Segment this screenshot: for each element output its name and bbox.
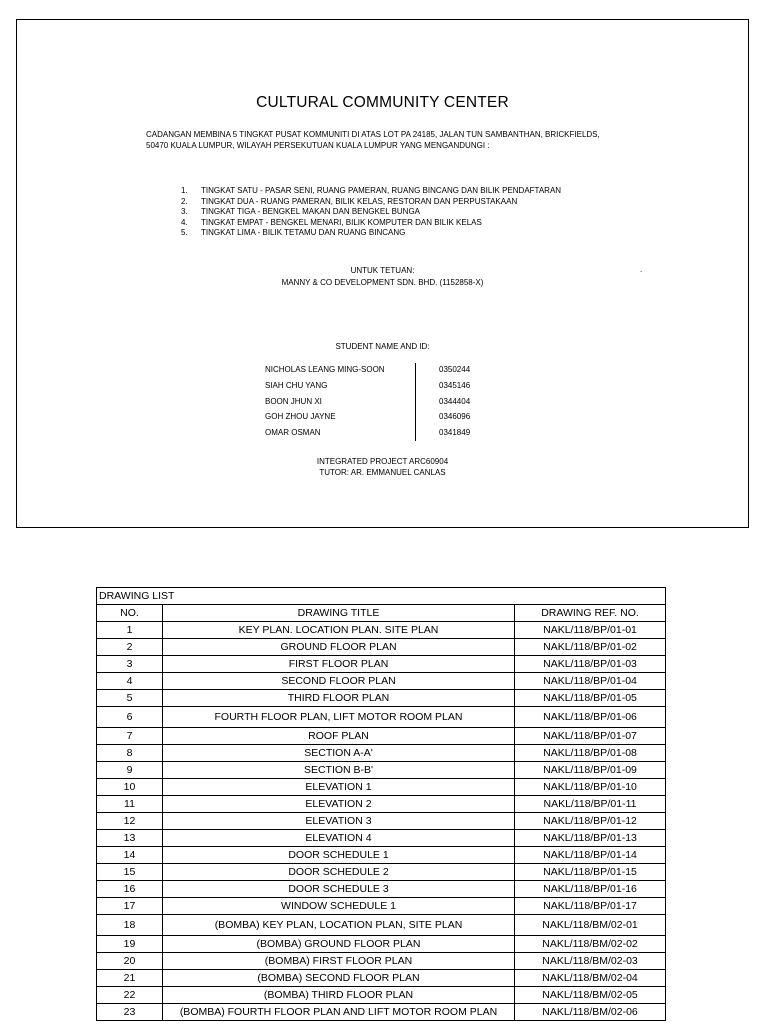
table-row xyxy=(97,656,666,673)
drawing-list-table xyxy=(96,587,666,1021)
table-row xyxy=(97,622,666,639)
table-row xyxy=(97,881,666,898)
table-row xyxy=(97,847,666,864)
cell-ref: NAKL/118/BP/01-15 xyxy=(515,864,666,881)
client-block xyxy=(17,265,748,289)
cell-no: 16 xyxy=(97,881,163,898)
table-row xyxy=(97,690,666,707)
cell-no: 23 xyxy=(97,1004,163,1021)
list-item: 2. TINGKAT DUA - RUANG PAMERAN, BILIK KELAS, RESTORAN DAN PERPUSTAKAAN xyxy=(181,196,518,206)
client-name: MANNY & CO DEVELOPMENT SDN. BHD. (1152858-X) xyxy=(281,278,484,287)
cell-no: 13 xyxy=(97,830,163,847)
stray-dot: . xyxy=(640,265,643,274)
student-name: NICHOLAS LEANG MING-SOON xyxy=(265,365,385,374)
student-name: BOON JHUN XI xyxy=(265,396,322,406)
cell-no: 5 xyxy=(97,690,163,707)
cell-title: DOOR SCHEDULE 3 xyxy=(163,881,515,898)
cell-title: ELEVATION 1 xyxy=(163,779,515,796)
cell-ref: NAKL/118/BP/01-10 xyxy=(515,779,666,796)
cell-no: 3 xyxy=(97,656,163,673)
cell-ref: NAKL/118/BP/01-04 xyxy=(515,673,666,690)
table-header-row xyxy=(97,605,666,622)
table-row xyxy=(97,864,666,881)
column-header-ref: DRAWING REF. NO. xyxy=(515,605,666,622)
cell-title: ELEVATION 3 xyxy=(163,813,515,830)
cell-title: (BOMBA) FOURTH FLOOR PLAN AND LIFT MOTOR ROOM PLAN xyxy=(163,1004,515,1021)
cell-no: 8 xyxy=(97,745,163,762)
table-row xyxy=(97,915,666,936)
list-item: 1. TINGKAT SATU - PASAR SENI, RUANG PAMERAN, RUANG BINCANG DAN BILIK PENDAFTARAN xyxy=(181,186,562,195)
list-item: 4. TINGKAT EMPAT - BENGKEL MENARI, BILIK KOMPUTER DAN BILIK KELAS xyxy=(181,217,482,227)
cell-ref: NAKL/118/BP/01-17 xyxy=(515,898,666,915)
cell-no: 21 xyxy=(97,970,163,987)
cell-title: DOOR SCHEDULE 2 xyxy=(163,864,515,881)
cell-no: 7 xyxy=(97,728,163,745)
cell-ref: NAKL/118/BM/02-05 xyxy=(515,987,666,1004)
table-row xyxy=(97,953,666,970)
cell-title: (BOMBA) FIRST FLOOR PLAN xyxy=(163,953,515,970)
cell-ref: NAKL/118/BP/01-03 xyxy=(515,656,666,673)
cell-no: 9 xyxy=(97,762,163,779)
cell-title: ROOF PLAN xyxy=(163,728,515,745)
proposal-description: CADANGAN MEMBINA 5 TINGKAT PUSAT KOMMUNITI DI ATAS LOT PA 24185, JALAN TUN SAMBANTHAN, BRICKFIELDS, 50470 KUALA LUMPUR, WILAYAH PERSEKUTUAN KUALA LUMPUR YANG MENGANDUNGI : xyxy=(146,130,600,150)
cell-no: 1 xyxy=(97,622,163,639)
table-row xyxy=(97,728,666,745)
cell-ref: NAKL/118/BM/02-04 xyxy=(515,970,666,987)
cell-title: (BOMBA) KEY PLAN, LOCATION PLAN, SITE PLAN xyxy=(163,915,515,936)
list-item: 5. TINGKAT LIMA - BILIK TETAMU DAN RUANG BINCANG xyxy=(181,228,406,237)
cell-ref: NAKL/118/BP/01-16 xyxy=(515,881,666,898)
divider xyxy=(415,363,416,441)
cell-ref: NAKL/118/BM/02-01 xyxy=(515,915,666,936)
table-row xyxy=(97,673,666,690)
student-name: GOH ZHOU JAYNE xyxy=(265,412,336,422)
cell-title: ELEVATION 2 xyxy=(163,796,515,813)
cell-no: 19 xyxy=(97,936,163,953)
cell-ref: NAKL/118/BP/01-07 xyxy=(515,728,666,745)
cell-no: 15 xyxy=(97,864,163,881)
cell-ref: NAKL/118/BM/02-06 xyxy=(515,1004,666,1021)
cell-title: FOURTH FLOOR PLAN, LIFT MOTOR ROOM PLAN xyxy=(163,707,515,728)
cell-ref: NAKL/118/BP/01-02 xyxy=(515,639,666,656)
list-item: 3. TINGKAT TIGA - BENGKEL MAKAN DAN BENGKEL BUNGA xyxy=(181,207,421,216)
project-code: INTEGRATED PROJECT ARC60904 xyxy=(316,457,449,466)
cell-title: FIRST FLOOR PLAN xyxy=(163,656,515,673)
cell-no: 18 xyxy=(97,915,163,936)
cell-ref: NAKL/118/BP/01-12 xyxy=(515,813,666,830)
cell-ref: NAKL/118/BM/02-02 xyxy=(515,936,666,953)
table-row xyxy=(97,936,666,953)
cell-title: SECTION A-A' xyxy=(163,745,515,762)
cell-title: (BOMBA) SECOND FLOOR PLAN xyxy=(163,970,515,987)
cell-no: 4 xyxy=(97,673,163,690)
cell-no: 14 xyxy=(97,847,163,864)
table-row xyxy=(97,639,666,656)
cell-title: WINDOW SCHEDULE 1 xyxy=(163,898,515,915)
cell-title: SECTION B-B' xyxy=(163,762,515,779)
students-heading: STUDENT NAME AND ID: xyxy=(335,342,430,351)
floor-programme-list xyxy=(181,186,561,239)
course-info xyxy=(17,456,748,478)
student-id: 0345146 xyxy=(439,380,471,390)
cell-ref: NAKL/118/BP/01-06 xyxy=(515,707,666,728)
table-row xyxy=(97,898,666,915)
client-label: UNTUK TETUAN: xyxy=(350,266,415,275)
table-row xyxy=(97,987,666,1004)
cell-title: (BOMBA) GROUND FLOOR PLAN xyxy=(163,936,515,953)
table-row xyxy=(97,762,666,779)
table-row xyxy=(97,745,666,762)
student-names xyxy=(265,362,385,441)
cell-ref: NAKL/118/BP/01-13 xyxy=(515,830,666,847)
tutor-name: TUTOR: AR. EMMANUEL CANLAS xyxy=(319,468,446,477)
table-row xyxy=(97,796,666,813)
cell-title: ELEVATION 4 xyxy=(163,830,515,847)
cell-no: 20 xyxy=(97,953,163,970)
student-id: 0346096 xyxy=(439,412,471,422)
cell-ref: NAKL/118/BP/01-08 xyxy=(515,745,666,762)
cell-no: 17 xyxy=(97,898,163,915)
cell-ref: NAKL/118/BP/01-11 xyxy=(515,796,666,813)
cover-sheet xyxy=(16,19,749,528)
cell-no: 2 xyxy=(97,639,163,656)
cell-no: 10 xyxy=(97,779,163,796)
student-name: OMAR OSMAN xyxy=(265,428,321,438)
project-title: CULTURAL COMMUNITY CENTER xyxy=(256,94,509,111)
cell-ref: NAKL/118/BP/01-09 xyxy=(515,762,666,779)
cell-no: 12 xyxy=(97,813,163,830)
cell-title: THIRD FLOOR PLAN xyxy=(163,690,515,707)
column-header-no: NO. xyxy=(97,605,163,622)
cell-ref: NAKL/118/BM/02-03 xyxy=(515,953,666,970)
student-id: 0344404 xyxy=(439,396,471,406)
cell-no: 22 xyxy=(97,987,163,1004)
table-row xyxy=(97,1004,666,1021)
table-caption: DRAWING LIST xyxy=(97,588,666,605)
student-id: 0350244 xyxy=(439,365,471,374)
student-ids xyxy=(439,362,470,441)
cell-no: 11 xyxy=(97,796,163,813)
cell-title: GROUND FLOOR PLAN xyxy=(163,639,515,656)
table-row xyxy=(97,779,666,796)
student-name: SIAH CHU YANG xyxy=(265,380,328,390)
table-caption-row xyxy=(97,588,666,605)
cell-ref: NAKL/118/BP/01-01 xyxy=(515,622,666,639)
cell-title: DOOR SCHEDULE 1 xyxy=(163,847,515,864)
student-id: 0341849 xyxy=(439,428,471,438)
column-header-title: DRAWING TITLE xyxy=(163,605,515,622)
table-row xyxy=(97,970,666,987)
table-row xyxy=(97,830,666,847)
student-list xyxy=(265,362,495,440)
table-row xyxy=(97,813,666,830)
cell-ref: NAKL/118/BP/01-14 xyxy=(515,847,666,864)
cell-no: 6 xyxy=(97,707,163,728)
cell-ref: NAKL/118/BP/01-05 xyxy=(515,690,666,707)
table-row xyxy=(97,707,666,728)
cell-title: SECOND FLOOR PLAN xyxy=(163,673,515,690)
cell-title: (BOMBA) THIRD FLOOR PLAN xyxy=(163,987,515,1004)
cell-title: KEY PLAN. LOCATION PLAN. SITE PLAN xyxy=(163,622,515,639)
